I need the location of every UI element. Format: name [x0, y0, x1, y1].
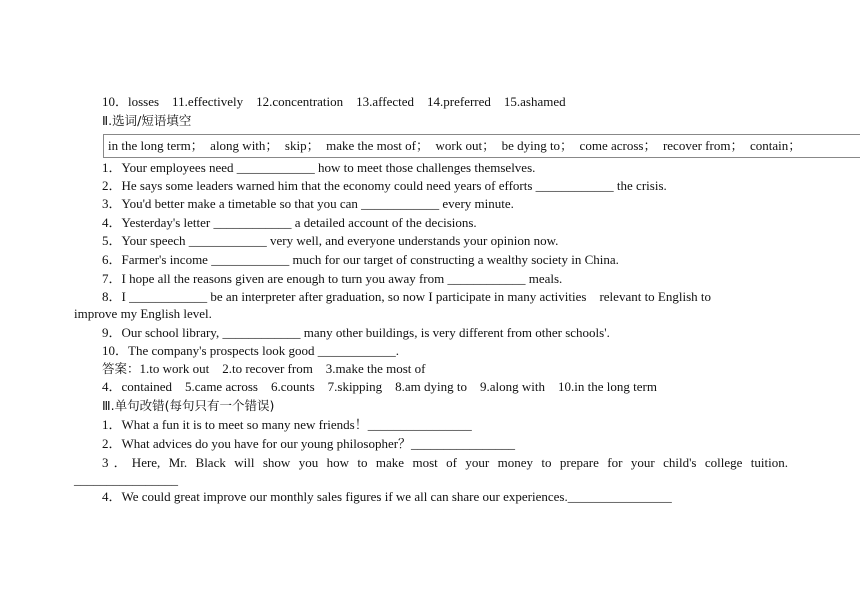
question-2-7: 7．I hope all the reasons given are enough to turn you away from ____________ meals.	[102, 271, 563, 286]
question-2-2: 2．He says some leaders warned him that the economy could need years of efforts ____________ the crisis.	[102, 178, 667, 193]
question-2-8: 8．I ____________ be an interpreter after graduation, so now I participate in many activities relevant to English to	[102, 289, 712, 304]
question-2-4: 4．Yesterday's letter ____________ a detailed account of the decisions.	[102, 215, 477, 230]
answers-part1: 10．losses 11.effectively 12.concentration 13.affected 14.preferred 15.ashamed	[102, 94, 566, 109]
section3-title: Ⅲ.单句改错(每句只有一个错误)	[102, 398, 275, 413]
question-3-1: 1．What a fun it is to meet so many new friends！________________	[102, 417, 472, 432]
question-3-3: 3．Here, Mr. Black will show you how to make most of your money to prepare for your child's college tuition.	[102, 455, 788, 470]
question-2-6: 6．Farmer's income ____________ much for our target of constructing a wealthy society in China.	[102, 252, 619, 267]
question-2-9: 9．Our school library, ____________ many other buildings, is very different from other schools'.	[102, 325, 610, 340]
answers2-line2: 4．contained 5.came across 6.counts 7.skipping 8.am dying to 9.along with 10.in the long term	[102, 379, 657, 394]
question-2-8-cont: improve my English level.	[74, 306, 212, 321]
section2-title: Ⅱ.选词/短语填空	[102, 113, 192, 128]
question-3-3-cont: ________________	[74, 472, 178, 487]
answers2-text1: 1.to work out 2.to recover from 3.make the most of	[139, 361, 426, 376]
question-2-10: 10．The company's prospects look good ____________.	[102, 343, 399, 358]
question-2-1: 1．Your employees need ____________ how to meet those challenges themselves.	[102, 160, 536, 175]
question-3-4: 4．We could great improve our monthly sales figures if we all can share our experiences.________________	[102, 489, 672, 504]
word-bank-text: in the long term； along with； skip； make the most of； work out； be dying to； come across； recover from； contain；	[108, 138, 802, 153]
word-bank-box	[103, 134, 860, 158]
answer-label: 答案：	[102, 361, 140, 376]
question-3-2: 2．What advices do you have for our young philosopher？________________	[102, 436, 516, 451]
answers2-line1	[102, 361, 425, 377]
question-2-5: 5．Your speech ____________ very well, and everyone understands your opinion now.	[102, 233, 559, 248]
question-2-3: 3．You'd better make a timetable so that you can ____________ every minute.	[102, 196, 514, 211]
